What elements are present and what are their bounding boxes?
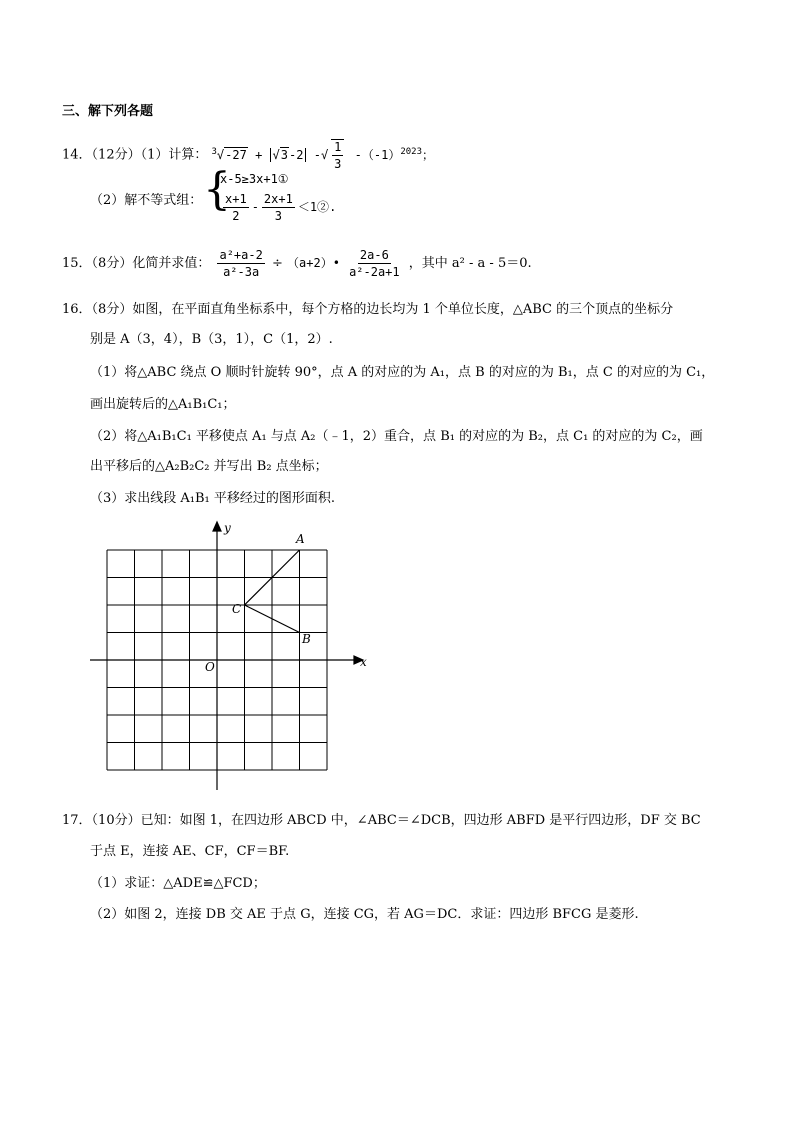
q15-frac-1 [217, 248, 264, 279]
y-axis-arrow-icon [213, 522, 221, 531]
expr-tail: -（-1） [354, 147, 401, 162]
q15-mid: （a+2）• [287, 256, 340, 270]
inequality-1: x-5≥3x+1① [220, 172, 289, 186]
q14-expression: $^3$√-27 + √3-2 -√ $\frac{1}{3}$ $-(-1)^{2023}$； [211, 140, 435, 171]
point-a-label: A [296, 532, 305, 546]
frac2-den: 3 [274, 209, 282, 223]
q17-line2: 于点 E，连接 AE、CF，CF＝BF. [90, 844, 290, 859]
q15 [62, 248, 532, 279]
section-title: 三、解下列各题 [62, 104, 154, 119]
absolute-value: √3-2 [270, 148, 307, 162]
q15-number: 15．（8分）化简并求值： [62, 256, 211, 271]
x-axis-label: x [360, 655, 367, 669]
brace-icon: { [203, 164, 231, 215]
q16-part3: （3）求出线段 A₁B₁ 平移经过的图形面积. [90, 491, 336, 506]
q15-f1-den: a²-3a [223, 265, 260, 279]
root-index: 3 [211, 146, 217, 157]
sqrt-radicand: 3 [280, 147, 289, 162]
abs-rest: -2 [289, 147, 304, 162]
origin-label: O [205, 660, 215, 674]
inequality-2 [220, 192, 336, 223]
frac1-num: x+1 [225, 192, 247, 206]
q15-f2-den: a²-2a+1 [349, 265, 400, 279]
q15-f1-num: a²+a-2 [219, 248, 263, 262]
q16-part1a: （1）将△ABC 绕点 O 顺时针旋转 90°，点 A 的对应的为 A₁，点 B 的对应的为 B₁，点 C 的对应的为 C₁， [90, 365, 715, 380]
q14-part1 [62, 139, 434, 171]
expr-end: ； [422, 147, 435, 162]
sqrt-fraction [331, 139, 344, 171]
q17-line1: 17．（10分）已知：如图 1，在四边形 ABCD 中，∠ABC＝∠DCB，四边形 ABFD 是平行四边形，DF 交 BC [62, 813, 701, 828]
q16-line1: 16．（8分）如图，在平面直角坐标系中，每个方格的边长均为 1 个单位长度，△ABC 的三个顶点的坐标分 [62, 302, 674, 317]
frac-den: 3 [334, 157, 342, 171]
minus-sign: - [313, 147, 321, 162]
exponent: 2023 [400, 146, 423, 157]
frac2-num: 2x+1 [263, 192, 293, 206]
frac1-den: 2 [232, 209, 240, 223]
ineq-frac-1 [223, 192, 249, 223]
coordinate-grid-figure [80, 515, 380, 800]
cube-root-radicand: -27 [225, 147, 247, 162]
point-b-label: B [302, 632, 311, 646]
q17-part1: （1）求证：△ADE≌△FCD； [90, 876, 266, 891]
q16-part1b: 画出旋转后的△A₁B₁C₁； [90, 397, 236, 412]
axes [90, 522, 363, 790]
q16-part2a: （2）将△A₁B₁C₁ 平移使点 A₁ 与点 A₂（﹣1，2）重合，点 B₁ 的对应的为 B₂，点 C₁ 的对应的为 C₂，画 [90, 429, 703, 444]
plus-sign: + [255, 147, 263, 162]
ineq-dot: . [329, 200, 337, 214]
q14-number: 14．（12分）（1）计算： [62, 147, 208, 163]
q15-f2-num: 2a-6 [359, 248, 389, 262]
divide-sign: ÷ [271, 256, 283, 271]
q14-part2-label: （2）解不等式组： [90, 193, 203, 208]
ineq-minus: - [251, 200, 259, 214]
point-c-label: C [232, 602, 242, 616]
q16-part2b: 出平移后的△A₂B₂C₂ 并写出 B₂ 点坐标； [90, 459, 328, 474]
y-axis-label: y [224, 521, 231, 535]
q15-frac-2 [347, 248, 402, 279]
q17-part2: （2）如图 2，连接 DB 交 AE 于点 G，连接 CG，若 AG＝DC．求证：四边形 BFCG 是菱形. [90, 907, 639, 922]
ineq-tail: ＜1② [297, 200, 330, 214]
q16-line2: 别是 A（3，4），B（3，1），C（1，2）. [90, 332, 333, 347]
frac-num: 1 [334, 140, 342, 154]
ineq-frac-2 [262, 192, 295, 223]
q15-tail: ，其中 a² - a - 5＝0. [408, 256, 532, 271]
